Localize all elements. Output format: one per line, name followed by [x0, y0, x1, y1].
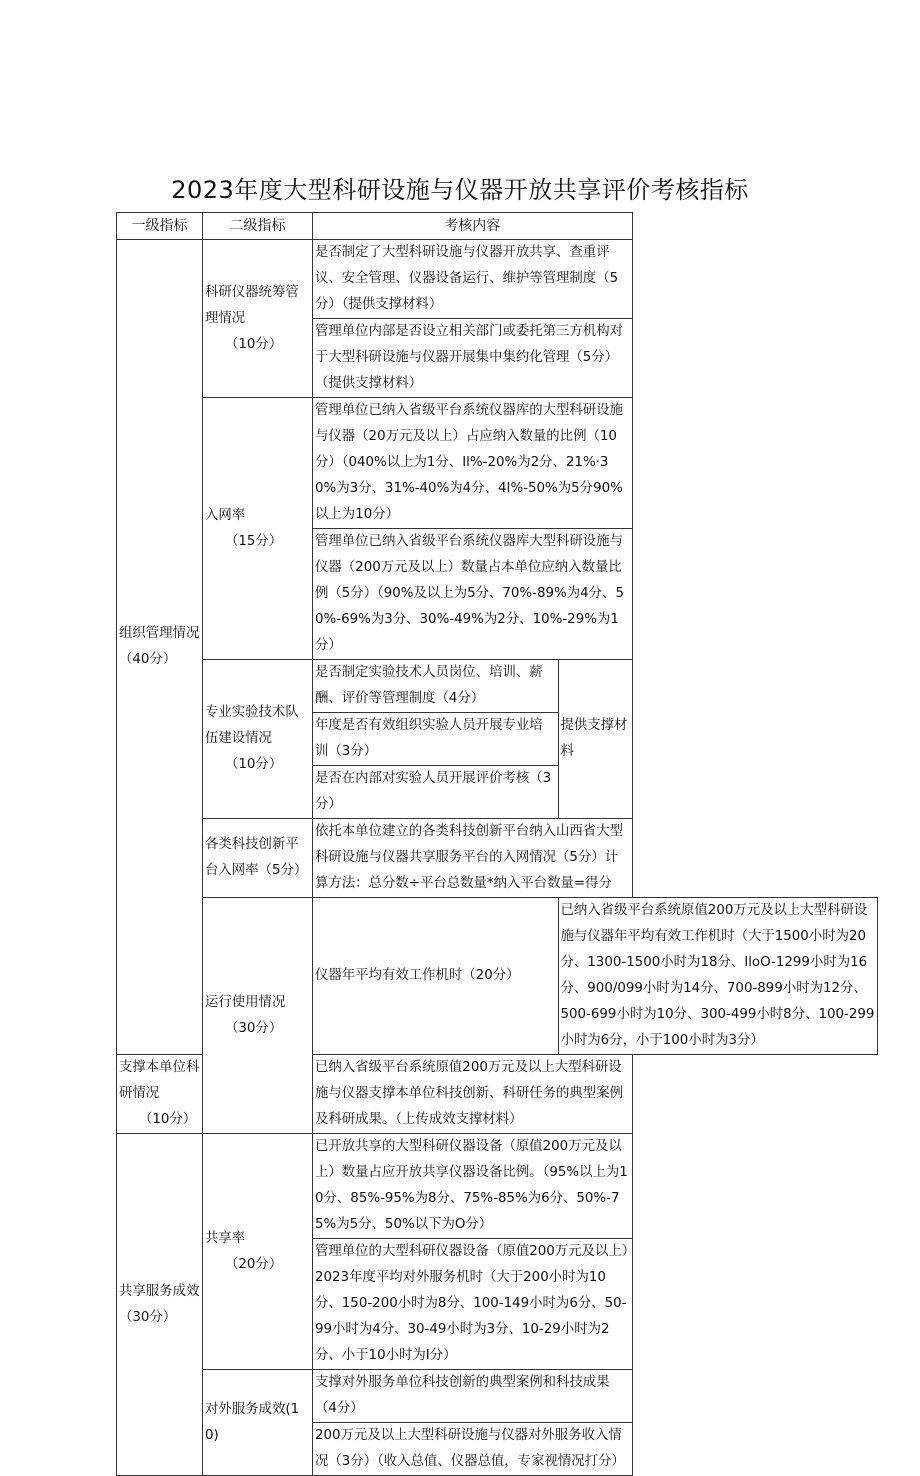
- content-cell: 年度是否有效组织实验人员开展专业培训（3分）: [313, 713, 559, 766]
- content-cell: 200万元及以上大型科研设施与仪器对外服务收入情况（3分）（收入总值、仪器总值，专家视情况打分）: [313, 1423, 633, 1476]
- table-row: [117, 660, 878, 713]
- table-row: [117, 1370, 878, 1423]
- level2-label: 支撑本单位科研情况: [119, 1060, 200, 1101]
- level2-label: 科研仪器统筹管理情况: [205, 284, 299, 326]
- level2-label: 仪器年平均有效工作机时（20分）: [315, 968, 520, 983]
- table-row: [117, 398, 878, 529]
- level1-label: 运行使用情况: [205, 994, 286, 1010]
- table-row: [117, 1134, 878, 1239]
- level1-org-management: [117, 240, 203, 1055]
- level1-label: 共享服务成效（30分）: [119, 1283, 200, 1325]
- table-row: [117, 240, 878, 319]
- level1-operation-usage: [203, 898, 313, 1134]
- table-row: [117, 898, 878, 1055]
- level2-innovation-platform: [203, 819, 313, 898]
- indicator-table: [116, 212, 878, 1476]
- level2-label: 专业实验技术队伍建设情况: [205, 705, 299, 746]
- content-cell: 已纳入省级平台系统原值200万元及以上大型科研设施与仪器年平均有效工作机时（大于1500小时为20分、1300-1500小时为18分、IloO-1299小时为16分、900/099小时为14分、700-899小时为12分、500-699小时为10分、300-499小时8分、100-299小时为6分，小于100小时为3分）: [558, 898, 878, 1055]
- content-cell: 是否制定实验技术人员岗位、培训、薪酬、评价等管理制度（4分）: [313, 660, 559, 713]
- content-cell: 已开放共享的大型科研仪器设备（原值200万元及以上）数量占应开放共享仪器设备比例。（95%以上为10分、85%-95%为8分、75%-85%为6分、50%-75%为5分、50%以下为O分）: [313, 1134, 633, 1239]
- level2-research-support: [117, 1055, 203, 1134]
- level2-label: 各类科技创新平台入网率（5分）: [205, 837, 308, 878]
- level2-external-service: [203, 1370, 313, 1476]
- header-level2: 二级指标: [203, 213, 313, 240]
- table-row: [117, 819, 878, 898]
- table-header-row: [117, 213, 878, 240]
- level2-instrument-coordination: [203, 240, 313, 398]
- support-material-note: 提供支撑材料: [558, 660, 632, 819]
- level2-score: （20分）: [225, 1256, 283, 1272]
- level2-score: （10分）: [225, 336, 283, 352]
- level2-score: （10分）: [225, 757, 283, 772]
- level1-score: （30分）: [225, 1020, 283, 1036]
- level2-network-rate: [203, 398, 313, 660]
- content-cell: 管理单位已纳入省级平台系统仪器库大型科研设施与仪器（200万元及以上）数量占本单位应纳入数量比例（5分）（90%及以上为5分、70%-89%为4分、50%-69%为3分、30%-49%为2分、10%-29%为1分）: [313, 529, 633, 660]
- content-cell: 管理单位内部是否设立相关部门或委托第三方机构对于大型科研设施与仪器开展集中集约化管理（5分）（提供支撑材料）: [313, 319, 633, 398]
- level2-working-hours: [313, 898, 559, 1055]
- content-cell: 管理单位的大型科研仪器设备（原值200万元及以上）2023年度平均对外服务机时（大于200小时为10分、150-200小时为8分、100-149小时为6分、50-99小时为4分、30-49小时为3分、10-29小时为2分、小于10小时为I分）: [313, 1239, 633, 1370]
- level1-sharing-effect: [117, 1134, 203, 1476]
- level2-label: 入网率: [205, 507, 246, 523]
- level1-label: 组织管理情况（40分）: [119, 626, 200, 667]
- level2-score: （10分）: [139, 1112, 197, 1127]
- level2-label: 对外服务成效(10): [205, 1401, 300, 1443]
- level2-sharing-rate: [203, 1134, 313, 1370]
- level2-label: 共享率: [205, 1230, 246, 1246]
- level2-score: （15分）: [225, 533, 283, 549]
- header-level1: 一级指标: [117, 213, 203, 240]
- content-cell: 支撑对外服务单位科技创新的典型案例和科技成果（4分）: [313, 1370, 633, 1423]
- page-title: 2023年度大型科研设施与仪器开放共享评价考核指标: [171, 176, 749, 204]
- content-cell: 管理单位已纳入省级平台系统仪器库的大型科研设施与仪器（20万元及以上）占应纳入数量的比例（10分）（040%以上为1分、Il%-20%为2分、21%·30%为3分、31%-40%为4分、4I%-50%为5分90%以上为10分）: [313, 398, 633, 529]
- content-cell: 是否制定了大型科研设施与仪器开放共享、查重评议、安全管理、仪器设备运行、维护等管理制度（5分）（提供支撑材料）: [313, 240, 633, 319]
- level2-technical-team: [203, 660, 313, 819]
- content-cell: 依托本单位建立的各类科技创新平台纳入山西省大型科研设施与仪器共享服务平台的入网情况（5分）计算方法：总分数÷平台总数量*纳入平台数量=得分: [313, 819, 633, 898]
- header-content: 考核内容: [313, 213, 633, 240]
- content-cell: 已纳入省级平台系统原值200万元及以上大型科研设施与仪器支撑本单位科技创新、科研任务的典型案例及科研成果。（上传成效支撑材料）: [313, 1055, 633, 1134]
- content-cell: 是否在内部对实验人员开展评价考核（3分）: [313, 766, 559, 819]
